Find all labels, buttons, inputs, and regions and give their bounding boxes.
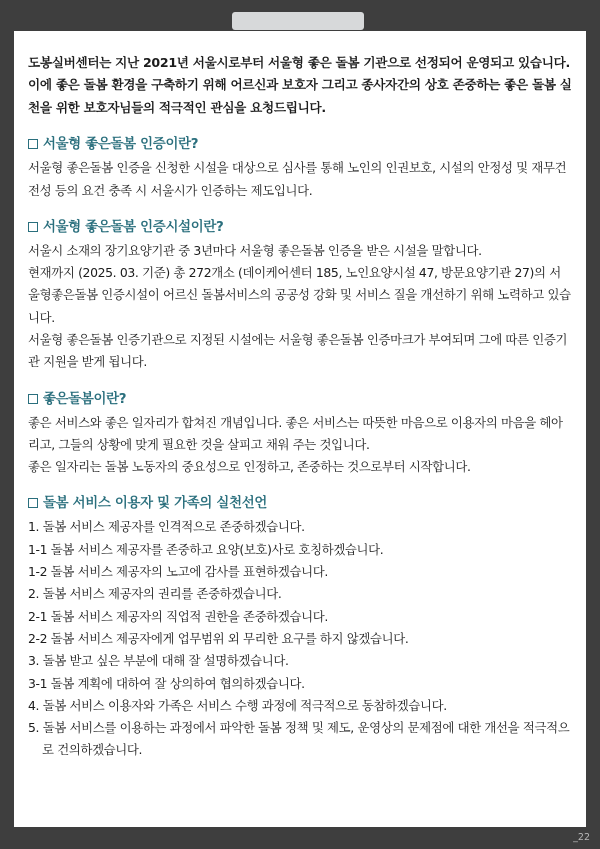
section-heading <box>28 492 572 516</box>
list-item: 4. 돌봄 서비스 이용자와 가족은 서비스 수행 과정에 적극적으로 동참하겠습니다. <box>28 697 447 713</box>
section-facility <box>28 216 572 374</box>
section-body: 서울형 좋은돌봄 인증을 신청한 시설을 대상으로 심사를 통해 노인의 인권보호, 시설의 안정성 및 재무건전성 등의 요건 충족 시 서울시가 인증하는 제도입니다. <box>28 160 567 198</box>
list-item: 1. 돌봄 서비스 제공자를 인격적으로 존중하겠습니다. <box>28 519 305 535</box>
section-title: 돌봄 서비스 이용자 및 가족의 실천선언 <box>43 496 267 512</box>
list-item: 3-1 돌봄 계획에 대하여 잘 상의하여 협의하겠습니다. <box>28 675 305 691</box>
checkbox-icon <box>28 498 38 508</box>
intro-paragraph: 도봉실버센터는 지난 2021년 서울시로부터 서울형 좋은 돌봄 기관으로 선정되어 운영되고 있습니다. 이에 좋은 돌봄 환경을 구축하기 위해 어르신과 보호자 그리고 종사자간의 상호 존중하는 좋은 돌봄 실천을 위한 보호자님들의 적극적인 관심을 요청드립니다. <box>28 55 572 115</box>
document-page <box>14 31 586 827</box>
page-number: _22 <box>573 832 590 843</box>
section-title: 좋은돌봄이란? <box>43 391 127 407</box>
section-body: 서울시 소재의 장기요양기관 중 3년마다 서울형 좋은돌봄 인증을 받은 시설을 말합니다. <box>28 242 482 258</box>
section-heading <box>28 133 572 157</box>
section-title: 서울형 좋은돌봄 인증시설이란? <box>43 219 224 235</box>
checkbox-icon <box>28 139 38 149</box>
section-body: 좋은 서비스와 좋은 일자리가 합쳐진 개념입니다. 좋은 서비스는 따뜻한 마음으로 이용자의 마음을 헤아리고, 그들의 상황에 맞게 필요한 것을 살피고 채워 주는 것입니다. <box>28 414 563 452</box>
list-item: 2. 돌봄 서비스 제공자의 권리를 존중하겠습니다. <box>28 586 282 602</box>
list-item: 2-1 돌봄 서비스 제공자의 직업적 권한을 존중하겠습니다. <box>28 608 328 624</box>
section-cert <box>28 133 572 202</box>
section-pledge <box>28 492 572 761</box>
list-item: 3. 돌봄 받고 싶은 부분에 대해 잘 설명하겠습니다. <box>28 653 289 669</box>
section-goodcare <box>28 388 572 479</box>
section-body: 좋은 일자리는 돌봄 노동자의 중요성으로 인정하고, 존중하는 것으로부터 시작합니다. <box>28 459 471 475</box>
list-item: 1-2 돌봄 서비스 제공자의 노고에 감사를 표현하겠습니다. <box>28 564 328 580</box>
checkbox-icon <box>28 222 38 232</box>
section-body: 서울형 좋은돌봄 인증기관으로 지정된 시설에는 서울형 좋은돌봄 인증마크가 부여되며 그에 따른 인증기관 지원을 받게 됩니다. <box>28 332 568 370</box>
top-tab <box>232 12 364 30</box>
section-title: 서울형 좋은돌봄 인증이란? <box>43 137 199 153</box>
section-heading <box>28 388 572 412</box>
checkbox-icon <box>28 394 38 404</box>
list-item: 1-1 돌봄 서비스 제공자를 존중하고 요양(보호)사로 호칭하겠습니다. <box>28 541 384 557</box>
section-heading <box>28 216 572 240</box>
list-item: 5. 돌봄 서비스를 이용하는 과정에서 파악한 돌봄 정책 및 제도, 운영상의 문제점에 대한 개선을 적극적으로 건의하겠습니다. <box>28 720 570 758</box>
list-item: 2-2 돌봄 서비스 제공자에게 업무범위 외 무리한 요구를 하지 않겠습니다. <box>28 630 409 646</box>
pledge-list <box>28 516 572 761</box>
section-body: 현재까지 (2025. 03. 기준) 총 272개소 (데이케어센터 185, 노인요양시설 47, 방문요양기관 27)의 서울형좋은돌봄 인증시설이 어르신 돌봄서비스의 공공성 강화 및 서비스 질을 개선하기 위해 노력하고 있습니다. <box>28 265 571 325</box>
